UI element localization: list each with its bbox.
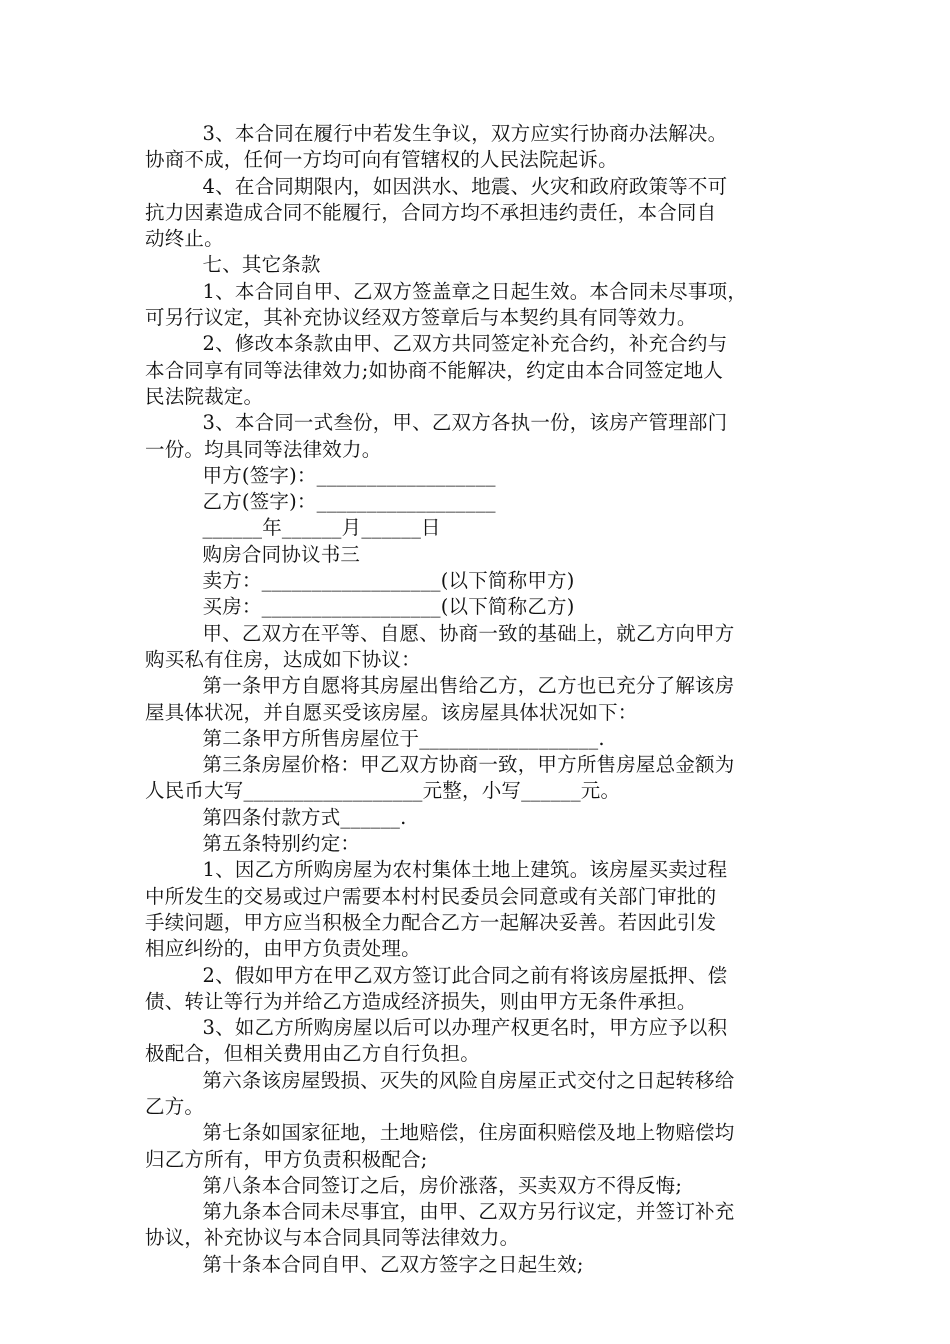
article-5-item-2 [145, 963, 810, 1016]
text-line: 动终止。 [145, 227, 224, 251]
text-line: 第七条如国家征地，土地赔偿，住房面积赔偿及地上物赔偿均 [202, 1121, 735, 1145]
text-line: 一份。均具同等法律效力。 [145, 437, 382, 461]
text-line: 协商不成，任何一方均可向有管辖权的人民法院起诉。 [145, 148, 618, 172]
article-6 [145, 1068, 810, 1121]
text-line: 七、其它条款 [202, 253, 321, 277]
document-page [145, 121, 810, 1278]
text-line: 1、因乙方所购房屋为农村集体土地上建筑。该房屋买卖过程 [202, 858, 728, 882]
article-2 [145, 726, 810, 752]
article-9 [145, 1199, 810, 1252]
article-10 [145, 1252, 810, 1278]
text-line: 1、本合同自甲、乙双方签盖章之日起生效。本合同未尽事项， [202, 279, 748, 303]
text-line: 第四条付款方式______. [202, 805, 407, 829]
text-line: 屋具体状况，并自愿买受该房屋。该房屋具体状况如下： [145, 700, 638, 724]
text-line: 甲方(签字)：__________________ [202, 463, 496, 487]
text-line: 第九条本合同未尽事宜，由甲、乙双方另行议定，并签订补充 [202, 1200, 735, 1224]
signature-party-a [145, 463, 810, 489]
article-8 [145, 1173, 810, 1199]
text-line: 2、假如甲方在甲乙双方签订此合同之前有将该房屋抵押、偿 [202, 963, 728, 987]
text-line: 卖方：__________________(以下简称甲方) [202, 569, 575, 593]
article-5-item-1 [145, 857, 810, 962]
text-line: 本合同享有同等法律效力;如协商不能解决，约定由本合同签定地人 [145, 358, 724, 382]
text-line: 购买私有住房，达成如下协议： [145, 647, 421, 671]
text-line: 抗力因素造成合同不能履行，合同方均不承担违约责任，本合同自 [145, 200, 717, 224]
text-line: 买房：__________________(以下简称乙方) [202, 595, 575, 619]
article-7 [145, 1120, 810, 1173]
text-line: 民法院裁定。 [145, 384, 264, 408]
signature-date [145, 515, 810, 541]
article-1 [145, 673, 810, 726]
text-line: 归乙方所有，甲方负责积极配合; [145, 1147, 428, 1171]
contract-title-three [145, 542, 810, 568]
text-line: 3、本合同一式叁份，甲、乙双方各执一份，该房产管理部门 [202, 411, 728, 435]
text-line: 债、转让等行为并给乙方造成经济损失，则由甲方无条件承担。 [145, 989, 697, 1013]
text-line: 第十条本合同自甲、乙双方签字之日起生效; [202, 1252, 584, 1276]
paragraph-force-majeure [145, 174, 810, 253]
text-line: 可另行议定，其补充协议经双方签章后与本契约具有同等效力。 [145, 306, 697, 330]
paragraph-amendments [145, 331, 810, 410]
buyer-line [145, 594, 810, 620]
text-line: 第六条该房屋毁损、灭失的风险自房屋正式交付之日起转移给 [202, 1068, 735, 1092]
text-line: 第五条特别约定： [202, 832, 361, 856]
text-line: ______年______月______日 [202, 516, 441, 540]
article-5 [145, 831, 810, 857]
text-line: 中所发生的交易或过户需要本村村民委员会同意或有关部门审批的 [145, 884, 717, 908]
paragraph-preamble [145, 621, 810, 674]
text-line: 乙方(签字)：__________________ [202, 490, 496, 514]
text-line: 3、如乙方所购房屋以后可以办理产权更名时，甲方应予以积 [202, 1016, 728, 1040]
text-line: 第一条甲方自愿将其房屋出售给乙方，乙方也已充分了解该房 [202, 674, 735, 698]
text-line: 2、修改本条款由甲、乙双方共同签定补充合约，补充合约与 [202, 332, 728, 356]
text-line: 人民币大写__________________元整，小写______元。 [145, 779, 621, 803]
signature-party-b [145, 489, 810, 515]
text-line: 3、本合同在履行中若发生争议，双方应实行协商办法解决。 [202, 122, 728, 145]
article-4 [145, 805, 810, 831]
article-3 [145, 752, 810, 805]
seller-line [145, 568, 810, 594]
text-line: 第八条本合同签订之后，房价涨落，买卖双方不得反悔; [202, 1173, 683, 1197]
text-line: 乙方。 [145, 1094, 205, 1118]
text-line: 甲、乙双方在平等、自愿、协商一致的基础上，就乙方向甲方 [202, 621, 735, 645]
text-line: 购房合同协议书三 [202, 542, 361, 566]
text-line: 第三条房屋价格：甲乙双方协商一致，甲方所售房屋总金额为 [202, 753, 735, 777]
text-line: 极配合，但相关费用由乙方自行负担。 [145, 1042, 480, 1066]
text-line: 相应纠纷的，由甲方负责处理。 [145, 937, 421, 961]
section-heading-other-terms [145, 252, 810, 278]
article-5-item-3 [145, 1015, 810, 1068]
text-line: 4、在合同期限内，如因洪水、地震、火灾和政府政策等不可 [202, 174, 728, 198]
text-line: 手续问题，甲方应当积极全力配合乙方一起解决妥善。若因此引发 [145, 910, 717, 934]
paragraph-effective-date [145, 279, 810, 332]
paragraph-copies [145, 410, 810, 463]
paragraph-dispute-resolution [145, 121, 810, 174]
text-line: 第二条甲方所售房屋位于__________________. [202, 726, 605, 750]
text-line: 协议，补充协议与本合同具同等法律效力。 [145, 1226, 520, 1250]
